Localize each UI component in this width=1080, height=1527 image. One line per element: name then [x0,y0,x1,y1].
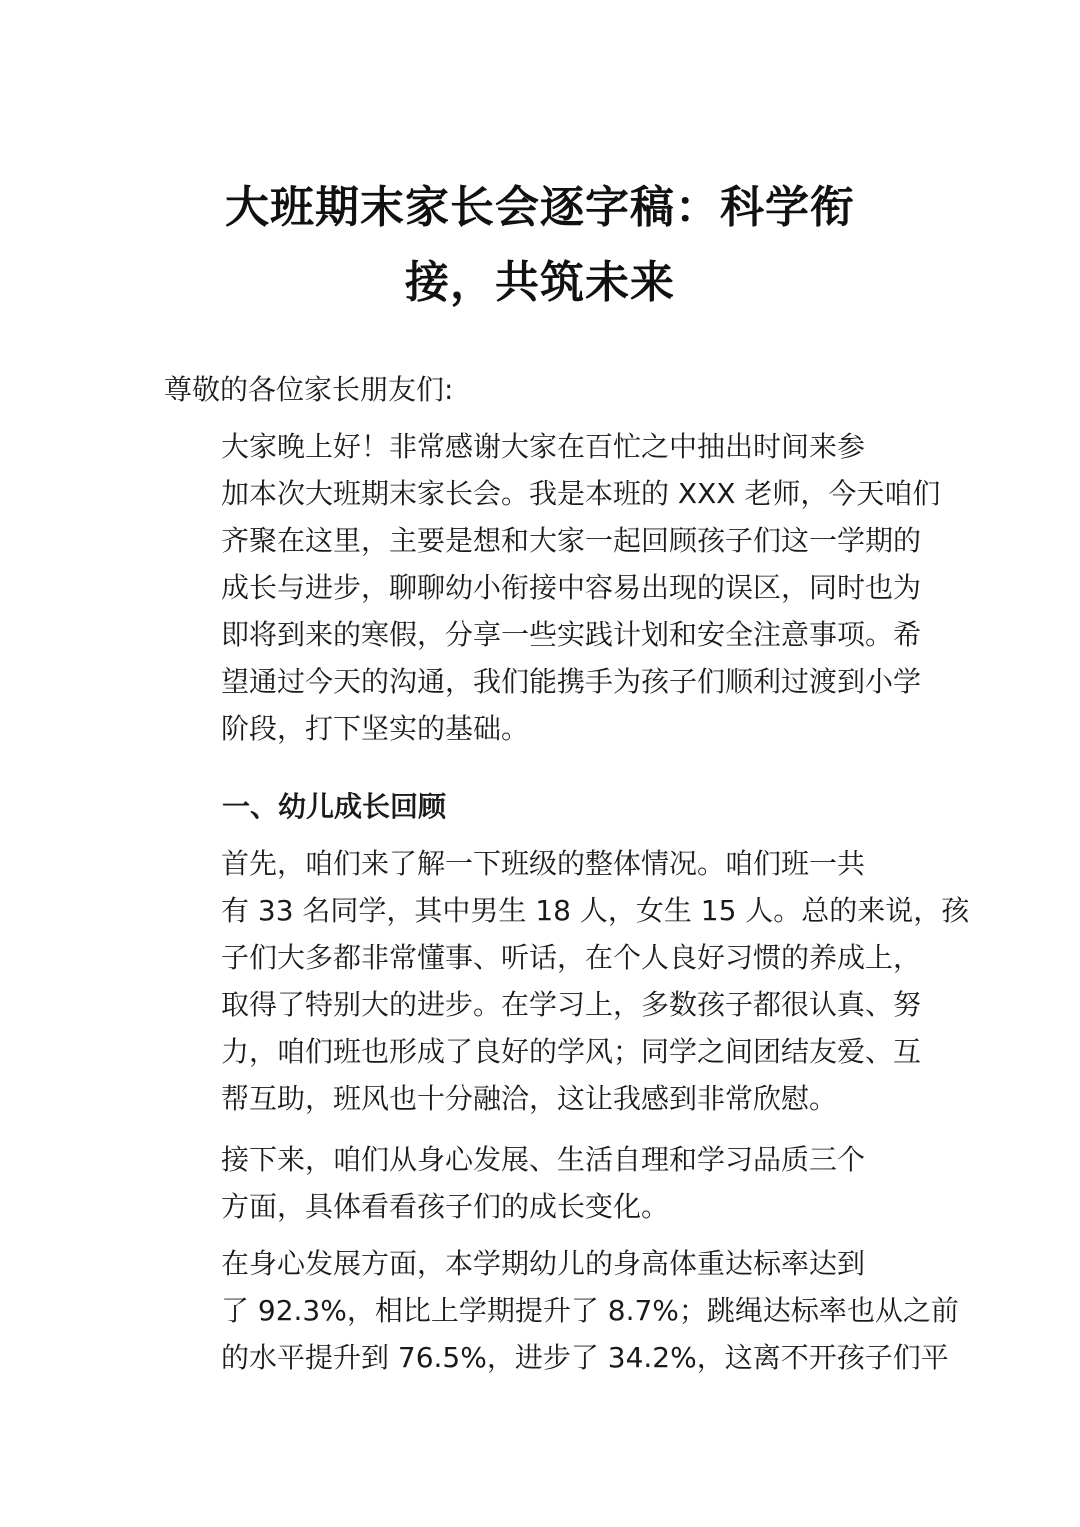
document-title-line-2: 接，共筑未来 [405,257,675,308]
paragraph-line: 齐聚在这里，主要是想和大家一起回顾孩子们这一学期的 [221,524,922,557]
paragraph-line: 望通过今天的沟通，我们能携手为孩子们顺利过渡到小学 [221,665,922,698]
paragraph-line: 阶段，打下坚实的基础。 [221,712,530,745]
greeting: 尊敬的各位家长朋友们: [164,373,454,406]
paragraph-line: 帮互助，班风也十分融洽，这让我感到非常欣慰。 [221,1082,838,1115]
paragraph-line: 成长与进步，聊聊幼小衔接中容易出现的误区，同时也为 [221,571,922,604]
paragraph-line: 的水平提升到 76.5%，进步了 34.2%，这离不开孩子们平 [221,1341,949,1374]
paragraph-line: 子们大多都非常懂事、听话，在个人良好习惯的养成上， [221,941,922,974]
paragraph-physical-development [164,1240,959,1381]
paragraph-line: 有 33 名同学，其中男生 18 人，女生 15 人。总的来说，孩 [221,894,970,927]
paragraph-introduction [164,423,941,752]
paragraph-line: 了 92.3%，相比上学期提升了 8.7%；跳绳达标率也从之前 [221,1294,959,1327]
paragraph-line: 取得了特别大的进步。在学习上，多数孩子都很认真、努 [221,988,922,1021]
paragraph-transition [164,1136,924,1230]
paragraph-line: 在身心发展方面，本学期幼儿的身高体重达标率达到 [221,1247,866,1280]
paragraph-line: 首先，咱们来了解一下班级的整体情况。咱们班一共 [221,847,866,880]
paragraph-line: 加本次大班期末家长会。我是本班的 XXX 老师，今天咱们 [221,477,941,510]
paragraph-line: 方面，具体看看孩子们的成长变化。 [221,1190,670,1223]
document-title-line-1: 大班期末家长会逐字稿：科学衔 [225,182,855,233]
paragraph-line: 力，咱们班也形成了良好的学风；同学之间团结友爱、互 [221,1035,922,1068]
paragraph-line: 大家晚上好！非常感谢大家在百忙之中抽出时间来参 [221,430,866,463]
paragraph-line: 即将到来的寒假，分享一些实践计划和安全注意事项。希 [221,618,922,651]
paragraph-line: 接下来，咱们从身心发展、生活自理和学习品质三个 [221,1143,866,1176]
paragraph-class-overview [164,840,970,1122]
section-heading: 一、幼儿成长回顾 [222,790,447,823]
